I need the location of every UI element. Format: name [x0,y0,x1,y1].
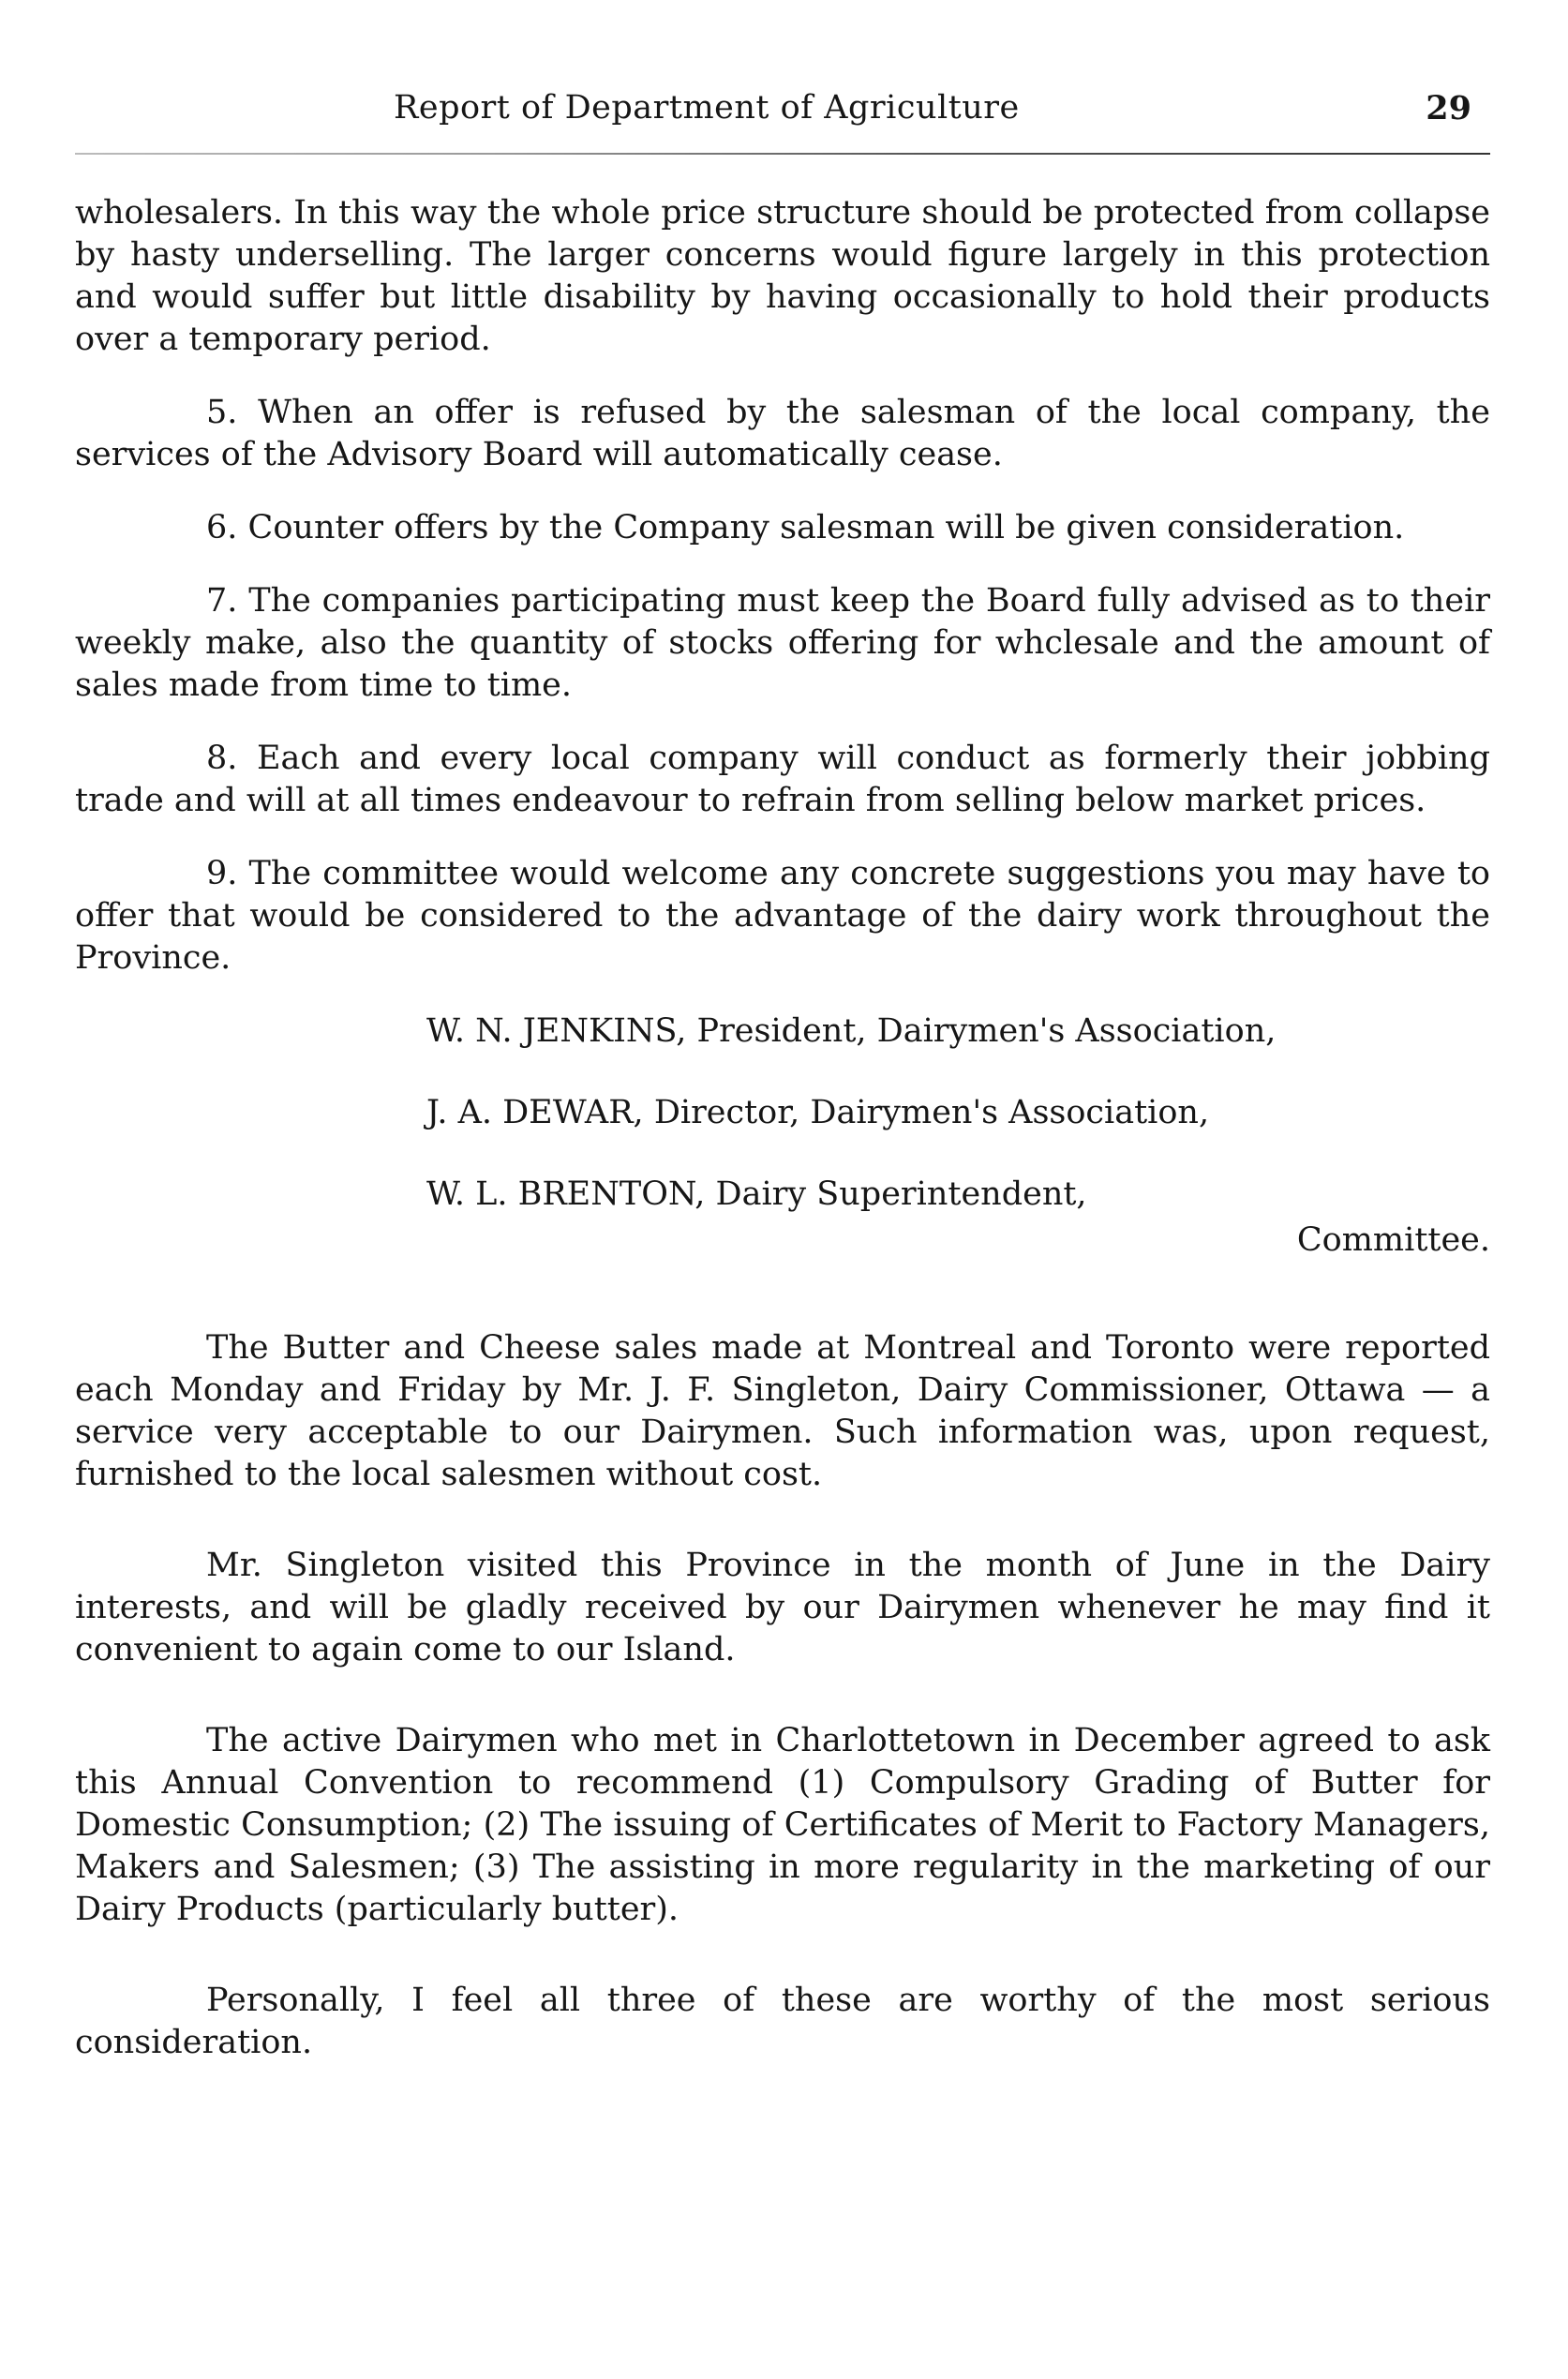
paragraph-convention-recommendations: The active Dairymen who met in Charlottetown in December agreed to ask this Annual Convention to recommend (1) Compulsory Grading of Butter for Domestic Consumption; (2) The issuing of Certificates of Merit to Factory Managers, Makers and Salesmen; (3) The assisting in more regularity in the marketing of our Dairy Products (particularly butter). [75,1722,1490,1928]
signature-dewar: J. A. DEWAR, Director, Dairymen's Association, [426,1094,1210,1131]
running-title: Report of Department of Agriculture [394,89,1020,127]
header-rule [75,153,1490,155]
paragraph-item-5 [75,392,1490,476]
paragraph-item-6 [75,507,1490,549]
item-number: 8. [206,740,238,777]
paragraph-continued: wholesalers. In this way the whole price structure should be protected from collapse by hasty underselling. The larger concerns would figure largely in this protection and would suffer but little disability by having occasionally to hold their products over a temporary period. [75,194,1490,358]
item-text: The committee would welcome any concrete suggestions you may have to offer that would be considered to the advantage of the dairy work throughout the Province. [75,855,1490,977]
committee-label: Committee. [1296,1221,1490,1259]
item-text: The companies participating must keep the Board fully advised as to their weekly make, also the quantity of stocks offering for whclesale and the amount of sales made from time to time. [75,582,1490,704]
signature-jenkins: W. N. JENKINS, President, Dairymen's Association, [426,1012,1277,1050]
paragraph-personal-view: Personally, I feel all three of these are worthy of the most serious consideration. [75,1982,1490,2061]
item-text: Each and every local company will conduct as formerly their jobbing trade and will at all times endeavour to refrain from selling below market prices. [75,740,1490,819]
signature-block [75,1010,1490,1216]
item-number: 7. [206,582,238,620]
item-number: 6. [206,509,238,546]
item-text: Counter offers by the Company salesman will be given consideration. [247,509,1405,546]
signature-brenton: W. L. BRENTON, Dairy Superintendent, [426,1175,1087,1213]
item-number: 9. [206,855,238,892]
item-text: When an offer is refused by the salesman of the local company, the services of the Advisory Board will automatically cease. [75,394,1490,473]
paragraph-singleton-visit: Mr. Singleton visited this Province in the month of June in the Dairy interests, and will be gladly received by our Dairymen whenever he may find it convenient to again come to our Island. [75,1547,1490,1668]
document-page [37,0,1490,2379]
running-header [394,89,1471,145]
paragraph-sales-reports: The Butter and Cheese sales made at Montreal and Toronto were reported each Monday and Friday by Mr. J. F. Singleton, Dairy Commissioner, Ottawa — a service very acceptable to our Dairymen. Such information was, upon request, furnished to the local salesmen without cost. [75,1329,1490,1493]
page-number: 29 [1426,89,1471,127]
body-text [75,192,1490,2095]
paragraph-item-8 [75,738,1490,822]
paragraph-item-7 [75,580,1490,707]
paragraph-item-9 [75,853,1490,980]
item-number: 5. [206,394,238,431]
